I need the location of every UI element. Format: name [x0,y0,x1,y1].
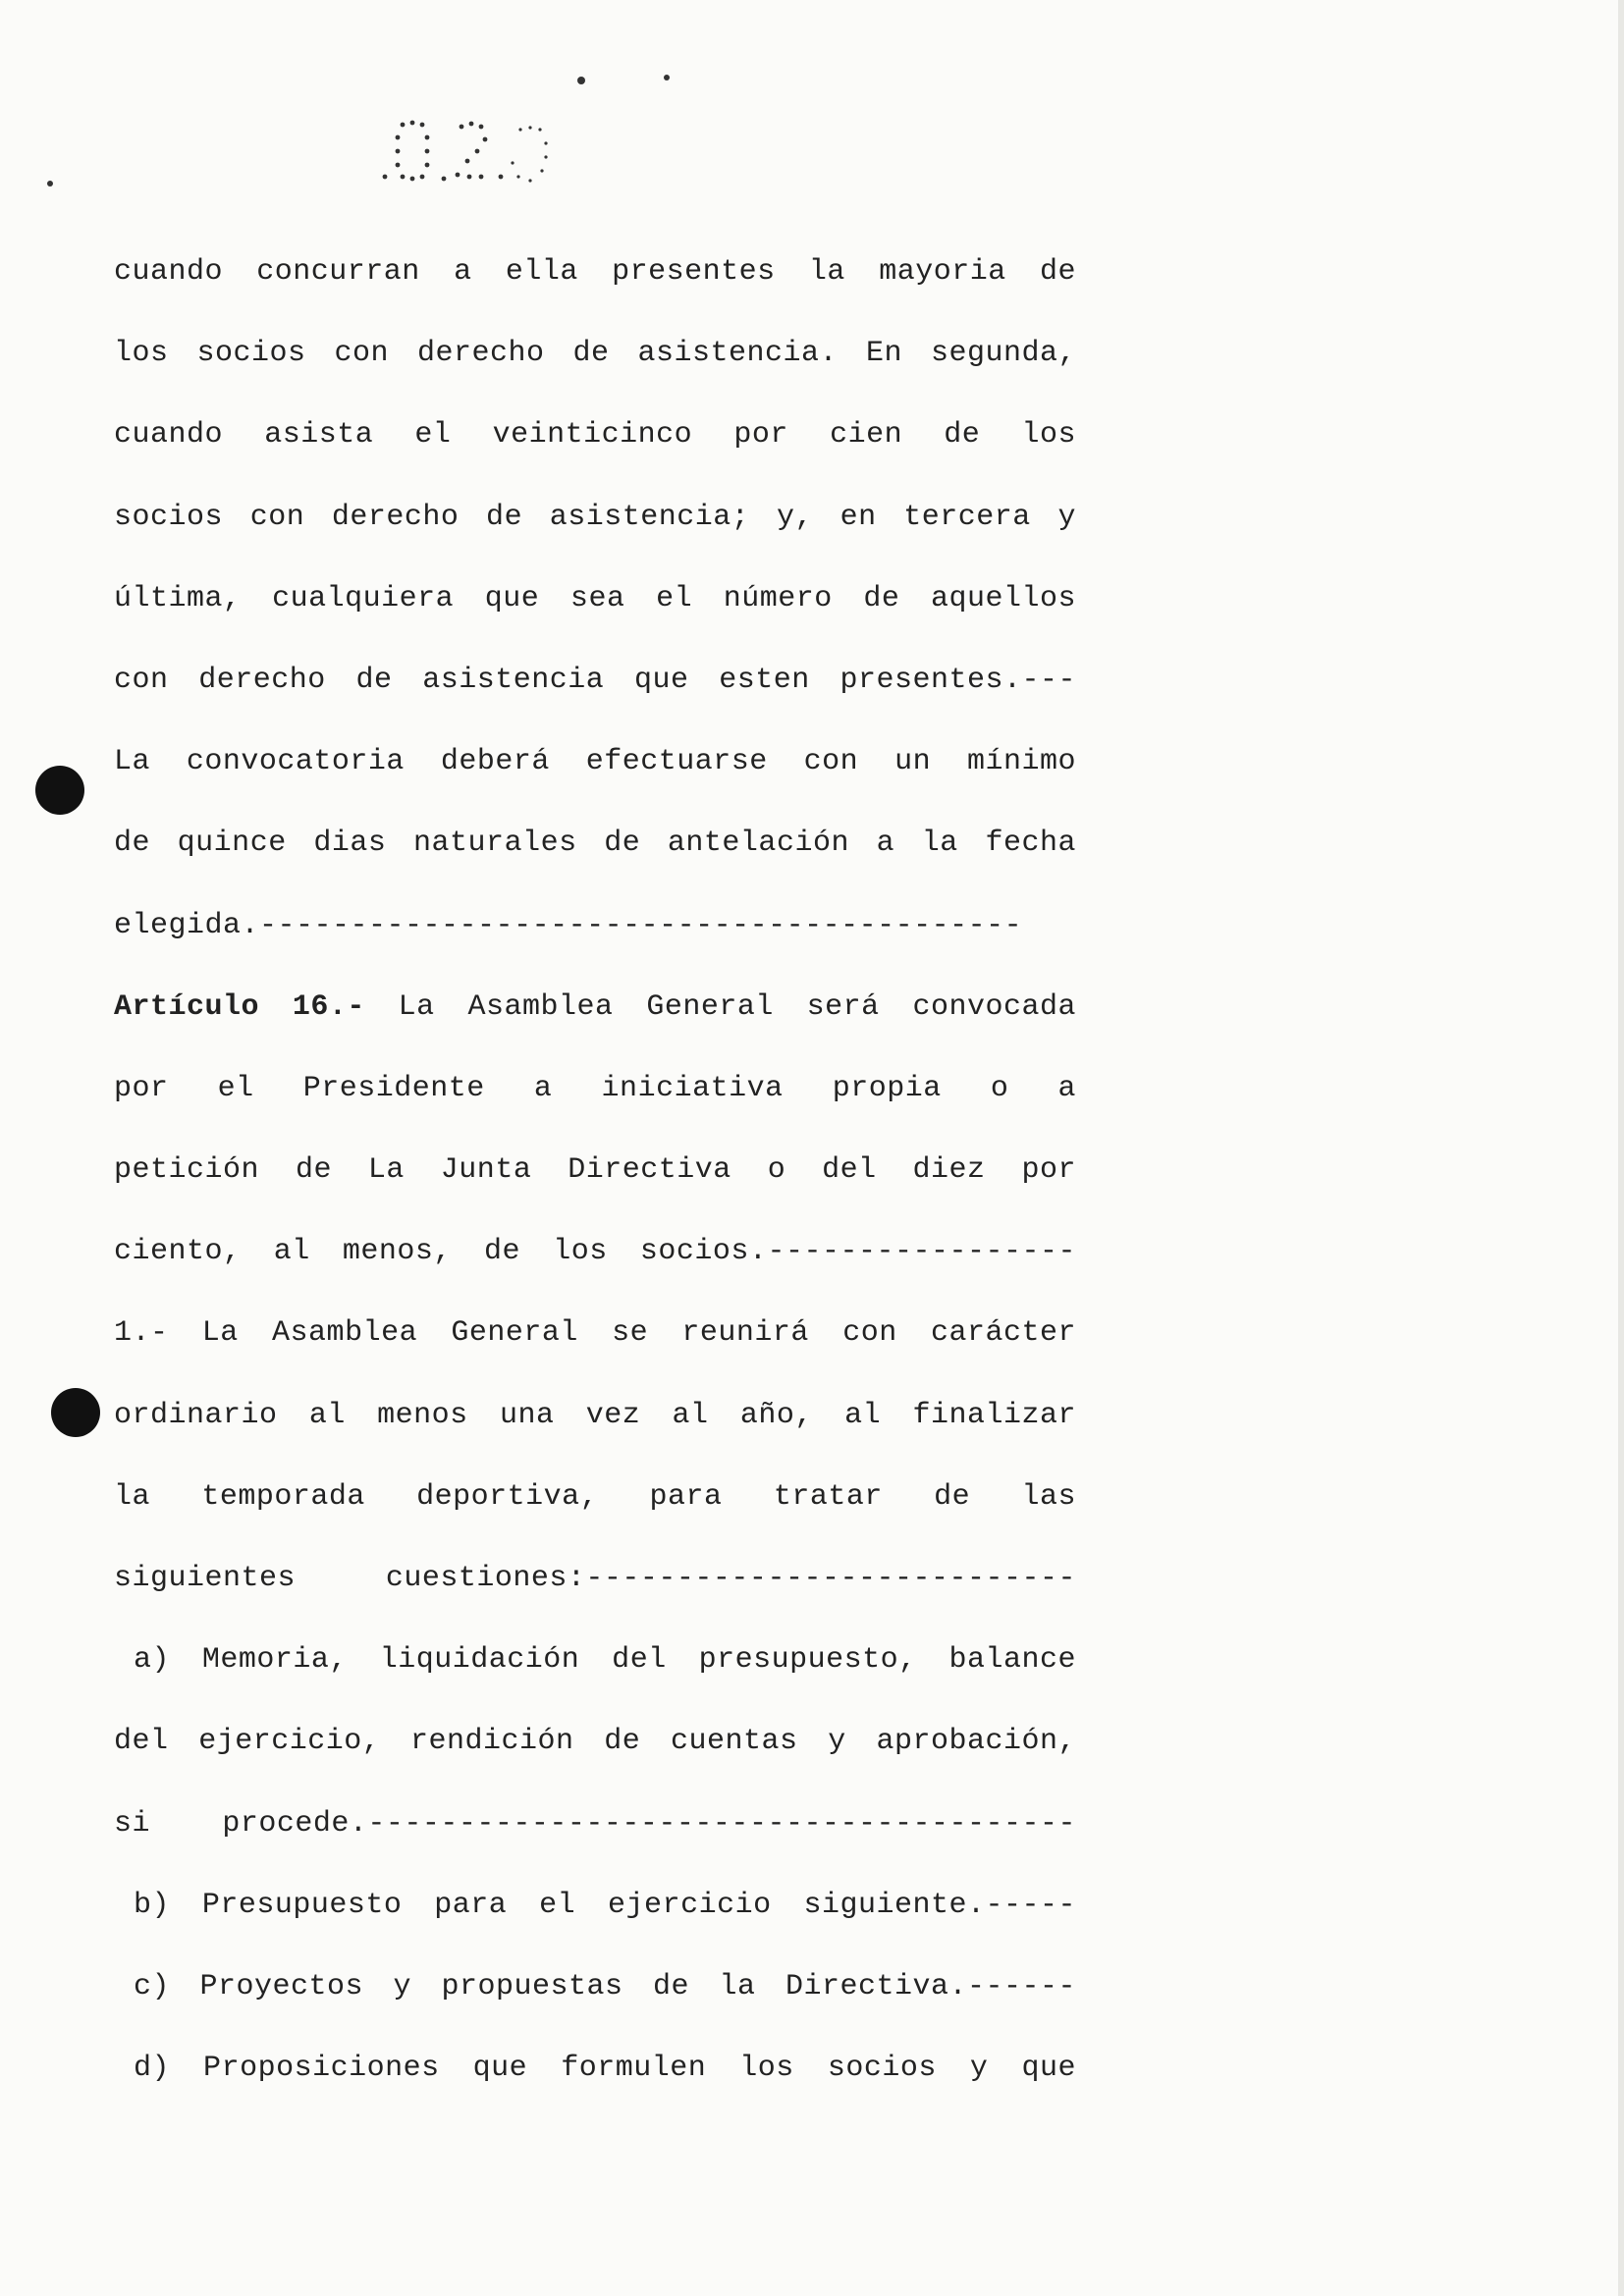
text-line-7: La convocatoria deberá efectuarse con un mínimo [114,745,1076,779]
punch-hole-upper [35,766,84,815]
text-line-9: elegida.------------------------------------------ [114,908,1023,942]
folio-number [373,110,527,201]
text-line-11: por el Presidente a iniciativa propia o a [114,1071,1076,1105]
text-line-16: la temporada deportiva, para tratar de las [114,1479,1076,1514]
ink-speck [577,77,585,84]
text-line-5: última, cualquiera que sea el número de aquellos [114,581,1076,615]
text-line-14: 1.- La Asamblea General se reunirá con carácter [114,1316,1076,1351]
article-heading: Artículo 16.- [114,989,365,1024]
article-16-line [114,979,1076,1060]
document-body [114,243,1076,2121]
text-line-3: cuando asista el veinticinco por cien de los [114,418,1076,453]
list-item-c: c) Proyectos y propuestas de la Directiva.------ [134,1969,1076,2003]
text-line-17: siguientes cuestiones:--------------------------- [114,1562,1076,1595]
text-line-13: ciento, al menos, de los socios.----------------- [114,1235,1076,1269]
page-edge [1618,0,1624,2296]
text-line-15: ordinario al menos una vez al año, al finalizar [114,1398,1076,1432]
text-line-19: del ejercicio, rendición de cuentas y aprobación, [114,1725,1076,1759]
text-line-6: con derecho de asistencia que esten presentes.--- [114,663,1076,697]
text-line-8: de quince dias naturales de antelación a la fecha [114,827,1076,861]
list-item-b: b) Presupuesto para el ejercicio siguiente.----- [134,1888,1076,1922]
text-line-2: los socios con derecho de asistencia. En segunda, [114,337,1076,371]
text-line-12: petición de La Junta Directiva o del diez por [114,1153,1076,1188]
punch-hole-lower [51,1388,100,1437]
ink-speck [664,75,670,80]
ink-speck [47,181,53,187]
text-line-1: cuando concurran a ella presentes la mayoria de [114,255,1076,289]
article-text: La Asamblea General será convocada [364,989,1076,1024]
text-line-4: socios con derecho de asistencia; y, en tercera y [114,500,1076,534]
list-item-a: a) Memoria, liquidación del presupuesto, balance [134,1643,1076,1678]
text-line-20: si procede.--------------------------------------- [114,1806,1076,1841]
list-item-d: d) Proposiciones que formulen los socios y que [134,2052,1076,2086]
